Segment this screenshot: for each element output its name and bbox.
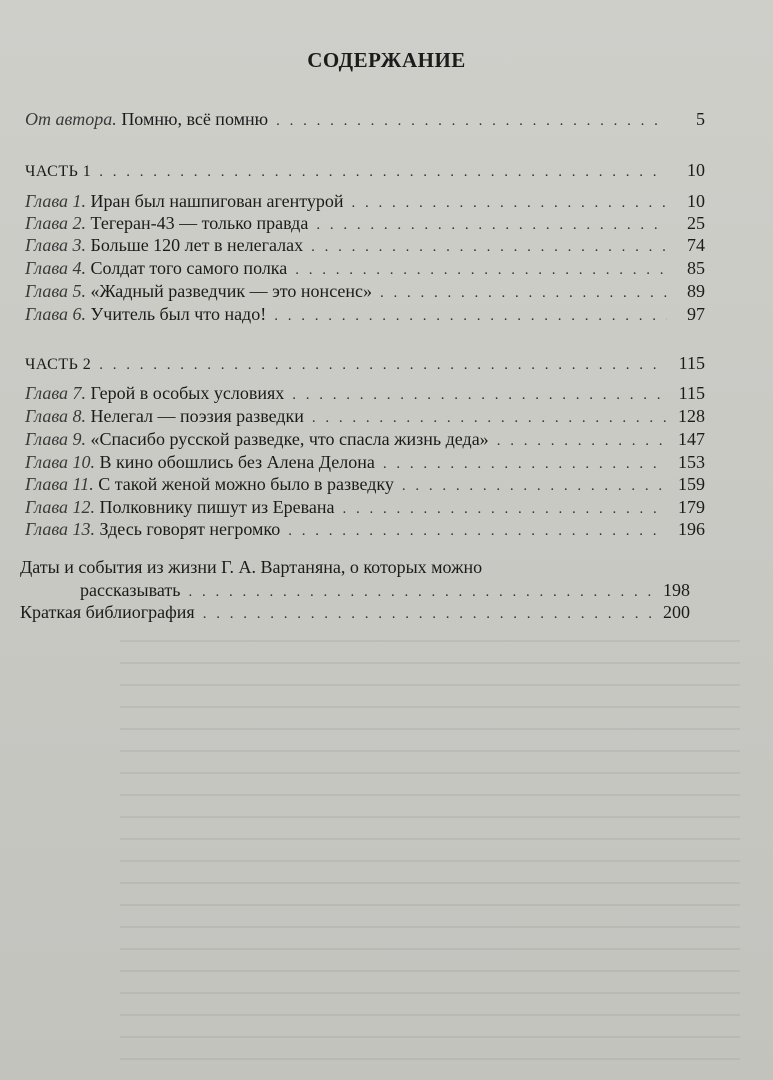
toc-chapter-7 [25,382,705,404]
leader-dots [311,236,667,258]
toc-entry-intro [25,108,705,130]
entry-title: Краткая библиография [20,602,195,622]
page-number: 198 [663,580,690,600]
chapter-title: С такой женой можно было в разведку [98,474,394,494]
entry-title: Помню, всё помню [121,109,269,129]
leader-dots [352,192,668,214]
page-number: 153 [678,452,705,472]
toc-part-1 [25,159,705,181]
chapter-prefix: Глава 13. [25,519,96,539]
page-number: 159 [678,474,705,494]
toc-chapter-12 [25,496,705,518]
page-number: 200 [663,602,690,622]
chapter-prefix: Глава 3. [25,235,87,255]
chapter-title: Полковнику пишут из Еревана [99,497,335,517]
page-number: 128 [678,406,705,426]
chapter-prefix: Глава 2. [25,213,87,233]
chapter-title: Учитель был что надо! [90,304,267,324]
entry-prefix: От автора. [25,109,117,129]
page-number: 89 [687,281,705,301]
leader-dots [316,214,667,236]
chapter-prefix: Глава 6. [25,304,87,324]
toc-appendix-dates [80,579,690,601]
chapter-title: «Спасибо русской разведке, что спасла жизнь деда» [90,429,489,449]
page-number: 10 [687,160,705,180]
chapter-prefix: Глава 5. [25,281,87,301]
leader-dots [99,161,667,183]
toc-chapter-4 [25,257,705,279]
toc-chapter-13 [25,518,705,540]
chapter-prefix: Глава 12. [25,497,96,517]
chapter-title: Иран был нашпигован агентурой [90,191,344,211]
chapter-title: Больше 120 лет в нелегалах [90,235,304,255]
page-number: 97 [687,304,705,324]
toc-chapter-9 [25,428,705,450]
chapter-title: Солдат того самого полка [90,258,288,278]
chapter-title: Здесь говорят негромко [99,519,281,539]
page-number: 196 [678,519,705,539]
leader-dots [380,282,667,304]
chapter-prefix: Глава 7. [25,383,87,403]
page-number: 10 [687,191,705,211]
chapter-title: В кино обошлись без Алена Делона [99,452,375,472]
part-label: ЧАСТЬ 2 [25,356,92,373]
entry-title: рассказывать [80,580,181,600]
part-label: ЧАСТЬ 1 [25,163,92,180]
chapter-title: Тегеран-43 — только правда [90,213,309,233]
toc-chapter-1 [25,190,705,212]
leader-dots [274,305,667,327]
leader-dots [203,603,652,625]
chapter-title: Нелегал — поэзия разведки [90,406,304,426]
leader-dots [295,259,667,281]
toc-chapter-11 [25,473,705,495]
page-number: 74 [687,235,705,255]
toc-chapter-10 [25,451,705,473]
toc-chapter-5 [25,280,705,302]
chapter-title: Герой в особых условиях [90,383,285,403]
chapter-prefix: Глава 4. [25,258,87,278]
toc-appendix-bibliography [20,601,690,623]
page-number: 5 [696,109,705,129]
contents-title: СОДЕРЖАНИЕ [307,48,466,72]
page-number: 179 [678,497,705,517]
leader-dots [292,384,667,406]
leader-dots [342,498,667,520]
chapter-prefix: Глава 1. [25,191,87,211]
leader-dots [402,475,667,497]
chapter-prefix: Глава 11. [25,474,94,494]
toc-chapter-3 [25,234,705,256]
page-number: 85 [687,258,705,278]
leader-dots [276,110,667,132]
leader-dots [99,354,667,376]
chapter-prefix: Глава 10. [25,452,96,472]
chapter-title: «Жадный разведчик — это нонсенс» [90,281,373,301]
appendix-dates-line1: Даты и события из жизни Г. А. Вартаняна, о которых можно [20,557,483,577]
page-number: 115 [678,383,705,403]
leader-dots [189,581,653,603]
toc-chapter-2 [25,212,705,234]
chapter-prefix: Глава 8. [25,406,87,426]
leader-dots [497,430,667,452]
leader-dots [288,520,667,542]
leader-dots [312,407,667,429]
page-number: 147 [678,429,705,449]
chapter-prefix: Глава 9. [25,429,87,449]
toc-chapter-8 [25,405,705,427]
bleed-through-text [120,640,740,1060]
toc-chapter-6 [25,303,705,325]
leader-dots [383,453,667,475]
page-number: 25 [687,213,705,233]
toc-part-2 [25,352,705,374]
page-number: 115 [678,353,705,373]
